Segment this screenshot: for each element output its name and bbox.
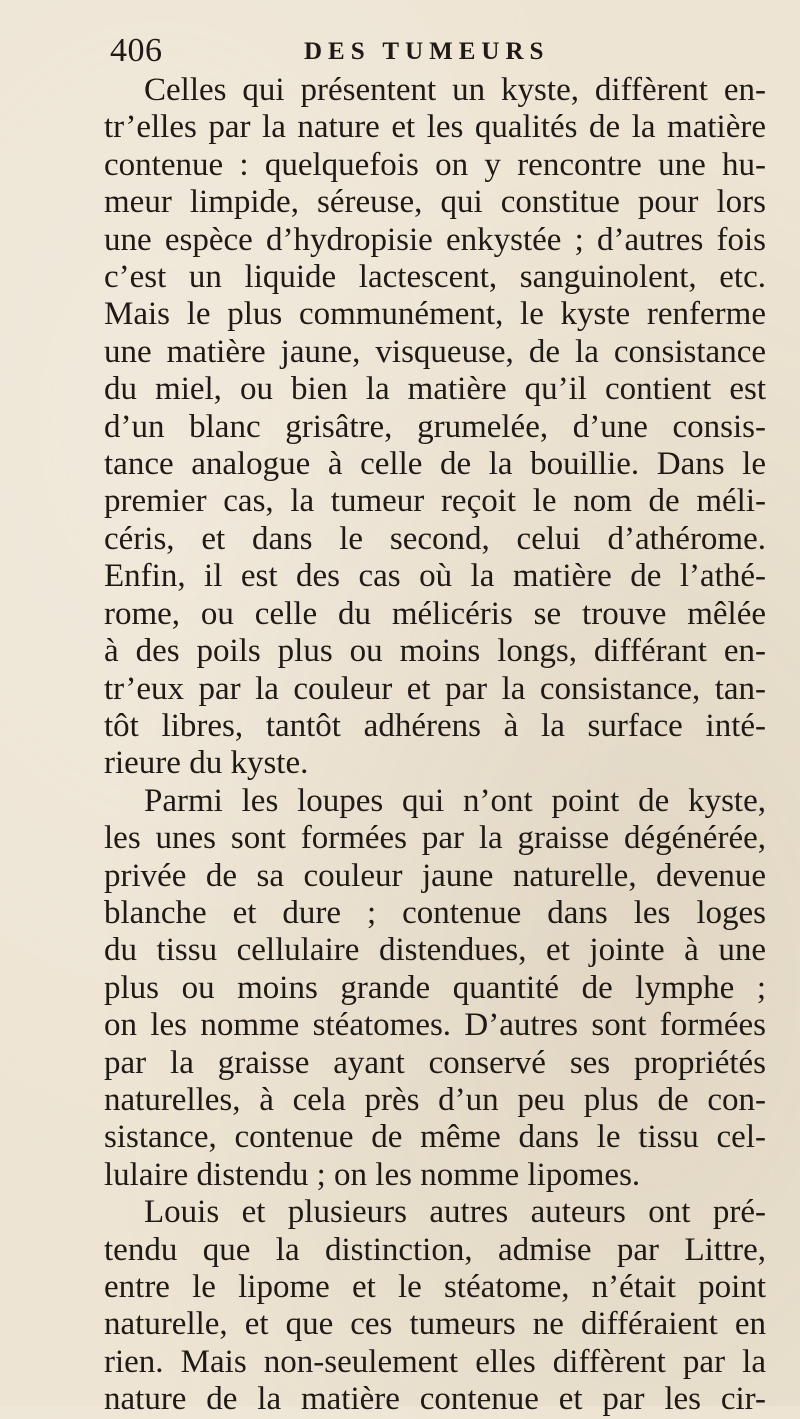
text-line: meur limpide, séreuse, qui constitue pour lors (104, 184, 766, 221)
text-line: tendu que la distinction, admise par Littre, (104, 1231, 766, 1268)
text-line: par la graisse ayant conservé ses propriétés (104, 1044, 766, 1081)
text-line: Enfin, il est des cas où la matière de l’athé- (104, 558, 766, 595)
text-line: Parmi les loupes qui n’ont point de kyste, (144, 782, 766, 819)
text-line: naturelles, à cela près d’un peu plus de con- (104, 1081, 766, 1118)
text-line: naturelle, et que ces tumeurs ne différaient en (104, 1306, 766, 1343)
body-text (104, 72, 766, 1419)
text-line: Louis et plusieurs autres auteurs ont pré- (144, 1194, 766, 1231)
text-line: une matière jaune, visqueuse, de la consistance (104, 333, 766, 370)
text-line: tr’eux par la couleur et par la consistance, tan- (104, 670, 766, 707)
text-line: contenue : quelquefois on y rencontre une hu- (104, 146, 766, 183)
text-line: entre le lipome et le stéatome, n’était point (104, 1269, 766, 1305)
text-line: céris, et dans le second, celui d’athérome. (104, 520, 766, 557)
paragraph (104, 1194, 766, 1418)
text-line: premier cas, la tumeur reçoit le nom de méli- (104, 483, 766, 520)
text-line: à des poils plus ou moins longs, différant en- (104, 633, 766, 670)
text-line: d’un blanc grisâtre, grumelée, d’une consis- (104, 408, 766, 445)
text-line: blanche et dure ; contenue dans les loges (104, 894, 766, 931)
running-head (104, 28, 766, 72)
paragraph (104, 72, 766, 783)
text-line: tance analogue à celle de la bouillie. Dans le (104, 446, 766, 483)
text-line: rien. Mais non-seulement elles diffèrent par la (104, 1343, 766, 1380)
text-line: plus ou moins grande quantité de lymphe ; (104, 969, 766, 1006)
text-line: Mais le plus communément, le kyste renferme (104, 296, 766, 333)
text-line: du miel, ou bien la matière qu’il contient est (104, 371, 766, 408)
running-title: DES TUMEURS (304, 38, 550, 65)
text-line: Celles qui présentent un kyste, diffèrent en- (144, 72, 766, 108)
text-line: rome, ou celle du mélicéris se trouve mêlée (104, 595, 766, 632)
text-line: sistance, contenue de même dans le tissu cel- (104, 1119, 766, 1156)
text-line: on les nomme stéatomes. D’autres sont formées (104, 1007, 766, 1044)
text-line: tôt libres, tantôt adhérens à la surface inté- (104, 707, 766, 744)
text-line: tr’elles par la nature et les qualités de la matière (104, 109, 766, 146)
text-line: c’est un liquide lactescent, sanguinolent, etc. (104, 259, 766, 296)
text-line: les unes sont formées par la graisse dégénérée, (104, 820, 766, 857)
text-line: du tissu cellulaire distendues, et jointe à une (104, 932, 766, 969)
text-line: rieure du kyste. (104, 745, 309, 782)
page-number: 406 (110, 32, 163, 69)
paragraph (104, 783, 766, 1194)
text-line: une espèce d’hydropisie enkystée ; d’autres fois (104, 221, 766, 258)
text-line: nature de la matière contenue et par les cir- (104, 1381, 766, 1418)
text-line: lulaire distendu ; on les nomme lipomes. (104, 1156, 641, 1193)
text-line: privée de sa couleur jaune naturelle, devenue (104, 857, 766, 894)
